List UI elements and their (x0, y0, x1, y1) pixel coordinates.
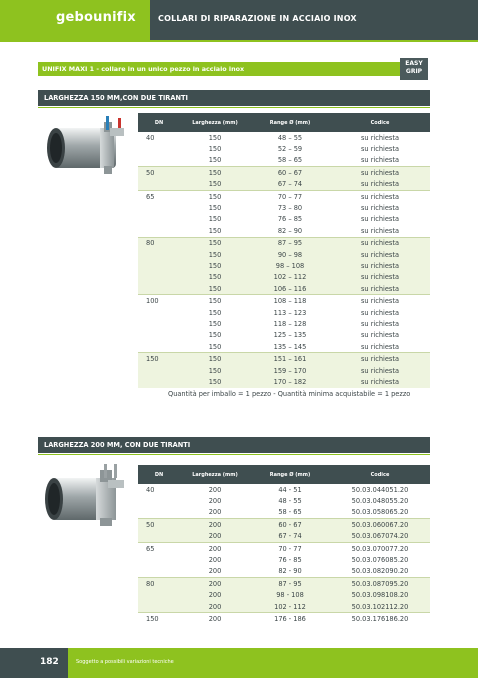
section-divider-150 (38, 107, 430, 108)
cell-range: 73 – 80 (250, 202, 330, 213)
cell-dn: 65 (138, 190, 180, 202)
cell-dn (138, 365, 180, 376)
cell-range: 102 – 112 (250, 272, 330, 283)
cell-range: 52 – 59 (250, 143, 330, 154)
cell-width: 200 (180, 590, 250, 601)
cell-width: 150 (180, 225, 250, 237)
cell-width: 150 (180, 353, 250, 365)
cell-width: 200 (180, 578, 250, 590)
cell-dn (138, 507, 180, 519)
table-header-row (138, 113, 430, 132)
cell-dn (138, 202, 180, 213)
cell-dn (138, 341, 180, 353)
cell-dn (138, 376, 180, 387)
cell-range: 44 - 51 (250, 484, 330, 495)
cell-dn: 80 (138, 237, 180, 249)
cell-code: 50.03.058065.20 (330, 507, 430, 519)
cell-range: 170 – 182 (250, 376, 330, 387)
cell-dn (138, 214, 180, 225)
badge-line-2: GRIP (405, 68, 423, 75)
cell-range: 98 - 108 (250, 590, 330, 601)
cell-code: 50.03.048055.20 (330, 495, 430, 506)
cell-range: 87 – 95 (250, 237, 330, 249)
table-row (138, 578, 430, 590)
cell-code: su richiesta (330, 330, 430, 341)
cell-range: 76 - 85 (250, 554, 330, 565)
cell-width: 150 (180, 190, 250, 202)
cell-width: 150 (180, 365, 250, 376)
cell-width: 150 (180, 143, 250, 154)
table-row (138, 155, 430, 167)
cell-code: su richiesta (330, 365, 430, 376)
spec-table-150 (138, 113, 430, 388)
table-row (138, 554, 430, 565)
cell-range: 67 - 74 (250, 531, 330, 543)
col-header-dn: DN (138, 113, 180, 132)
cell-code: su richiesta (330, 167, 430, 179)
table-row (138, 495, 430, 506)
header-bar (150, 0, 478, 40)
cell-code: 50.03.070077.20 (330, 542, 430, 554)
table-row (138, 167, 430, 179)
cell-width: 200 (180, 613, 250, 625)
table-row (138, 237, 430, 249)
product-title-bar (38, 62, 400, 76)
cell-code: su richiesta (330, 202, 430, 213)
cell-code: su richiesta (330, 307, 430, 318)
cell-width: 200 (180, 484, 250, 495)
cell-code: su richiesta (330, 132, 430, 143)
cell-width: 150 (180, 237, 250, 249)
cell-code: 50.03.044051.20 (330, 484, 430, 495)
cell-code: su richiesta (330, 376, 430, 387)
cell-width: 150 (180, 260, 250, 271)
cell-code: 50.03.060067.20 (330, 519, 430, 531)
table-row (138, 341, 430, 353)
table-row (138, 376, 430, 387)
cell-dn (138, 554, 180, 565)
cell-code: su richiesta (330, 214, 430, 225)
cell-width: 200 (180, 554, 250, 565)
cell-range: 58 – 65 (250, 155, 330, 167)
cell-width: 200 (180, 495, 250, 506)
col-header-dn: DN (138, 465, 180, 484)
footer-page-number-block (0, 648, 68, 678)
table-row (138, 613, 430, 625)
cell-dn: 65 (138, 542, 180, 554)
cell-dn (138, 260, 180, 271)
col-header-code: Codice (330, 113, 430, 132)
cell-width: 150 (180, 249, 250, 260)
cell-code: su richiesta (330, 318, 430, 329)
cell-dn: 50 (138, 519, 180, 531)
table-row (138, 249, 430, 260)
table-row (138, 318, 430, 329)
cell-code: 50.03.082090.20 (330, 566, 430, 578)
col-header-range: Range Ø (mm) (250, 113, 330, 132)
cell-width: 200 (180, 542, 250, 554)
section-divider-200 (38, 454, 430, 455)
cell-dn (138, 307, 180, 318)
cell-code: su richiesta (330, 283, 430, 295)
header-divider (0, 40, 478, 42)
cell-dn (138, 179, 180, 191)
cell-range: 60 - 67 (250, 519, 330, 531)
cell-dn: 150 (138, 613, 180, 625)
table-row (138, 179, 430, 191)
table-row (138, 531, 430, 543)
badge-line-1: EASY (405, 60, 423, 67)
cell-code: su richiesta (330, 225, 430, 237)
footer-bar (68, 648, 478, 678)
cell-dn (138, 155, 180, 167)
footer-disclaimer: Soggetto a possibili variazioni tecniche (76, 659, 174, 665)
cell-range: 76 – 85 (250, 214, 330, 225)
cell-dn (138, 283, 180, 295)
table-row (138, 202, 430, 213)
cell-range: 87 - 95 (250, 578, 330, 590)
cell-width: 150 (180, 330, 250, 341)
section-title-150: LARGHEZZA 150 MM,CON DUE TIRANTI (44, 94, 188, 102)
cell-code: 50.03.176186.20 (330, 613, 430, 625)
table-row (138, 484, 430, 495)
cell-width: 150 (180, 272, 250, 283)
cell-range: 48 - 55 (250, 495, 330, 506)
table-row (138, 295, 430, 307)
cell-width: 200 (180, 566, 250, 578)
cell-range: 108 – 118 (250, 295, 330, 307)
cell-dn (138, 566, 180, 578)
cell-dn (138, 318, 180, 329)
table-row (138, 542, 430, 554)
cell-range: 159 – 170 (250, 365, 330, 376)
table-row (138, 566, 430, 578)
table-row (138, 307, 430, 318)
cell-code: su richiesta (330, 190, 430, 202)
cell-width: 200 (180, 519, 250, 531)
cell-range: 135 – 145 (250, 341, 330, 353)
table-row (138, 283, 430, 295)
cell-range: 151 – 161 (250, 353, 330, 365)
cell-code: 50.03.067074.20 (330, 531, 430, 543)
cell-dn (138, 143, 180, 154)
cell-range: 82 – 90 (250, 225, 330, 237)
cell-range: 118 – 128 (250, 318, 330, 329)
cell-dn (138, 531, 180, 543)
cell-range: 82 - 90 (250, 566, 330, 578)
cell-range: 70 – 77 (250, 190, 330, 202)
cell-dn: 40 (138, 132, 180, 143)
table-row (138, 214, 430, 225)
cell-range: 98 – 108 (250, 260, 330, 271)
table-row (138, 601, 430, 613)
table-row (138, 365, 430, 376)
cell-width: 200 (180, 601, 250, 613)
cell-range: 106 – 116 (250, 283, 330, 295)
cell-range: 67 – 74 (250, 179, 330, 191)
cell-width: 150 (180, 214, 250, 225)
cell-dn: 100 (138, 295, 180, 307)
cell-code: 50.03.102112.20 (330, 601, 430, 613)
cell-width: 150 (180, 341, 250, 353)
cell-dn (138, 225, 180, 237)
cell-code: 50.03.087095.20 (330, 578, 430, 590)
cell-width: 150 (180, 202, 250, 213)
cell-code: su richiesta (330, 155, 430, 167)
table-row (138, 260, 430, 271)
cell-dn: 150 (138, 353, 180, 365)
cell-range: 70 - 77 (250, 542, 330, 554)
cell-code: su richiesta (330, 260, 430, 271)
table-row (138, 143, 430, 154)
cell-range: 125 – 135 (250, 330, 330, 341)
table-row (138, 519, 430, 531)
product-title: UNIFIX MAXI 1 - collare in un unico pezzo in acciaio inox (42, 65, 245, 73)
table-header-row (138, 465, 430, 484)
cell-dn (138, 249, 180, 260)
page-title: COLLARI DI RIPARAZIONE IN ACCIAIO INOX (158, 14, 357, 23)
col-header-width: Larghezza (mm) (180, 113, 250, 132)
cell-dn: 40 (138, 484, 180, 495)
brand-logo-text: gebounifix (56, 10, 136, 25)
table-row (138, 590, 430, 601)
table-row (138, 272, 430, 283)
page-number: 182 (40, 657, 59, 667)
packaging-note: Quantità per imballo = 1 pezzo - Quantità minima acquistabile = 1 pezzo (168, 390, 411, 398)
cell-width: 150 (180, 318, 250, 329)
cell-range: 90 – 98 (250, 249, 330, 260)
cell-width: 150 (180, 132, 250, 143)
table-row (138, 132, 430, 143)
cell-code: 50.03.076085.20 (330, 554, 430, 565)
table-row (138, 190, 430, 202)
brand-logo-block (0, 0, 150, 40)
cell-range: 58 - 65 (250, 507, 330, 519)
cell-code: su richiesta (330, 353, 430, 365)
col-header-range: Range Ø (mm) (250, 465, 330, 484)
cell-code: su richiesta (330, 179, 430, 191)
cell-width: 150 (180, 179, 250, 191)
table-row (138, 330, 430, 341)
cell-width: 200 (180, 507, 250, 519)
cell-range: 48 – 55 (250, 132, 330, 143)
cell-range: 102 - 112 (250, 601, 330, 613)
col-header-width: Larghezza (mm) (180, 465, 250, 484)
cell-width: 200 (180, 531, 250, 543)
cell-dn: 80 (138, 578, 180, 590)
clamp-product-image-150 (44, 114, 134, 180)
col-header-code: Codice (330, 465, 430, 484)
cell-range: 176 - 186 (250, 613, 330, 625)
cell-width: 150 (180, 307, 250, 318)
cell-width: 150 (180, 167, 250, 179)
cell-dn (138, 590, 180, 601)
cell-width: 150 (180, 283, 250, 295)
cell-width: 150 (180, 155, 250, 167)
cell-width: 150 (180, 376, 250, 387)
easy-grip-badge (400, 58, 428, 80)
cell-dn (138, 495, 180, 506)
table-row (138, 225, 430, 237)
cell-range: 60 – 67 (250, 167, 330, 179)
cell-dn (138, 601, 180, 613)
table-row (138, 353, 430, 365)
cell-code: su richiesta (330, 272, 430, 283)
cell-code: 50.03.098108.20 (330, 590, 430, 601)
cell-range: 113 – 123 (250, 307, 330, 318)
cell-code: su richiesta (330, 249, 430, 260)
cell-code: su richiesta (330, 237, 430, 249)
cell-code: su richiesta (330, 341, 430, 353)
cell-code: su richiesta (330, 295, 430, 307)
clamp-product-image-200 (44, 462, 134, 528)
cell-dn (138, 272, 180, 283)
section-header-150 (38, 90, 430, 106)
cell-dn (138, 330, 180, 341)
cell-dn: 50 (138, 167, 180, 179)
cell-code: su richiesta (330, 143, 430, 154)
section-title-200: LARGHEZZA 200 MM, CON DUE TIRANTI (44, 441, 191, 449)
section-header-200 (38, 437, 430, 453)
cell-width: 150 (180, 295, 250, 307)
spec-table-200 (138, 465, 430, 625)
table-row (138, 507, 430, 519)
